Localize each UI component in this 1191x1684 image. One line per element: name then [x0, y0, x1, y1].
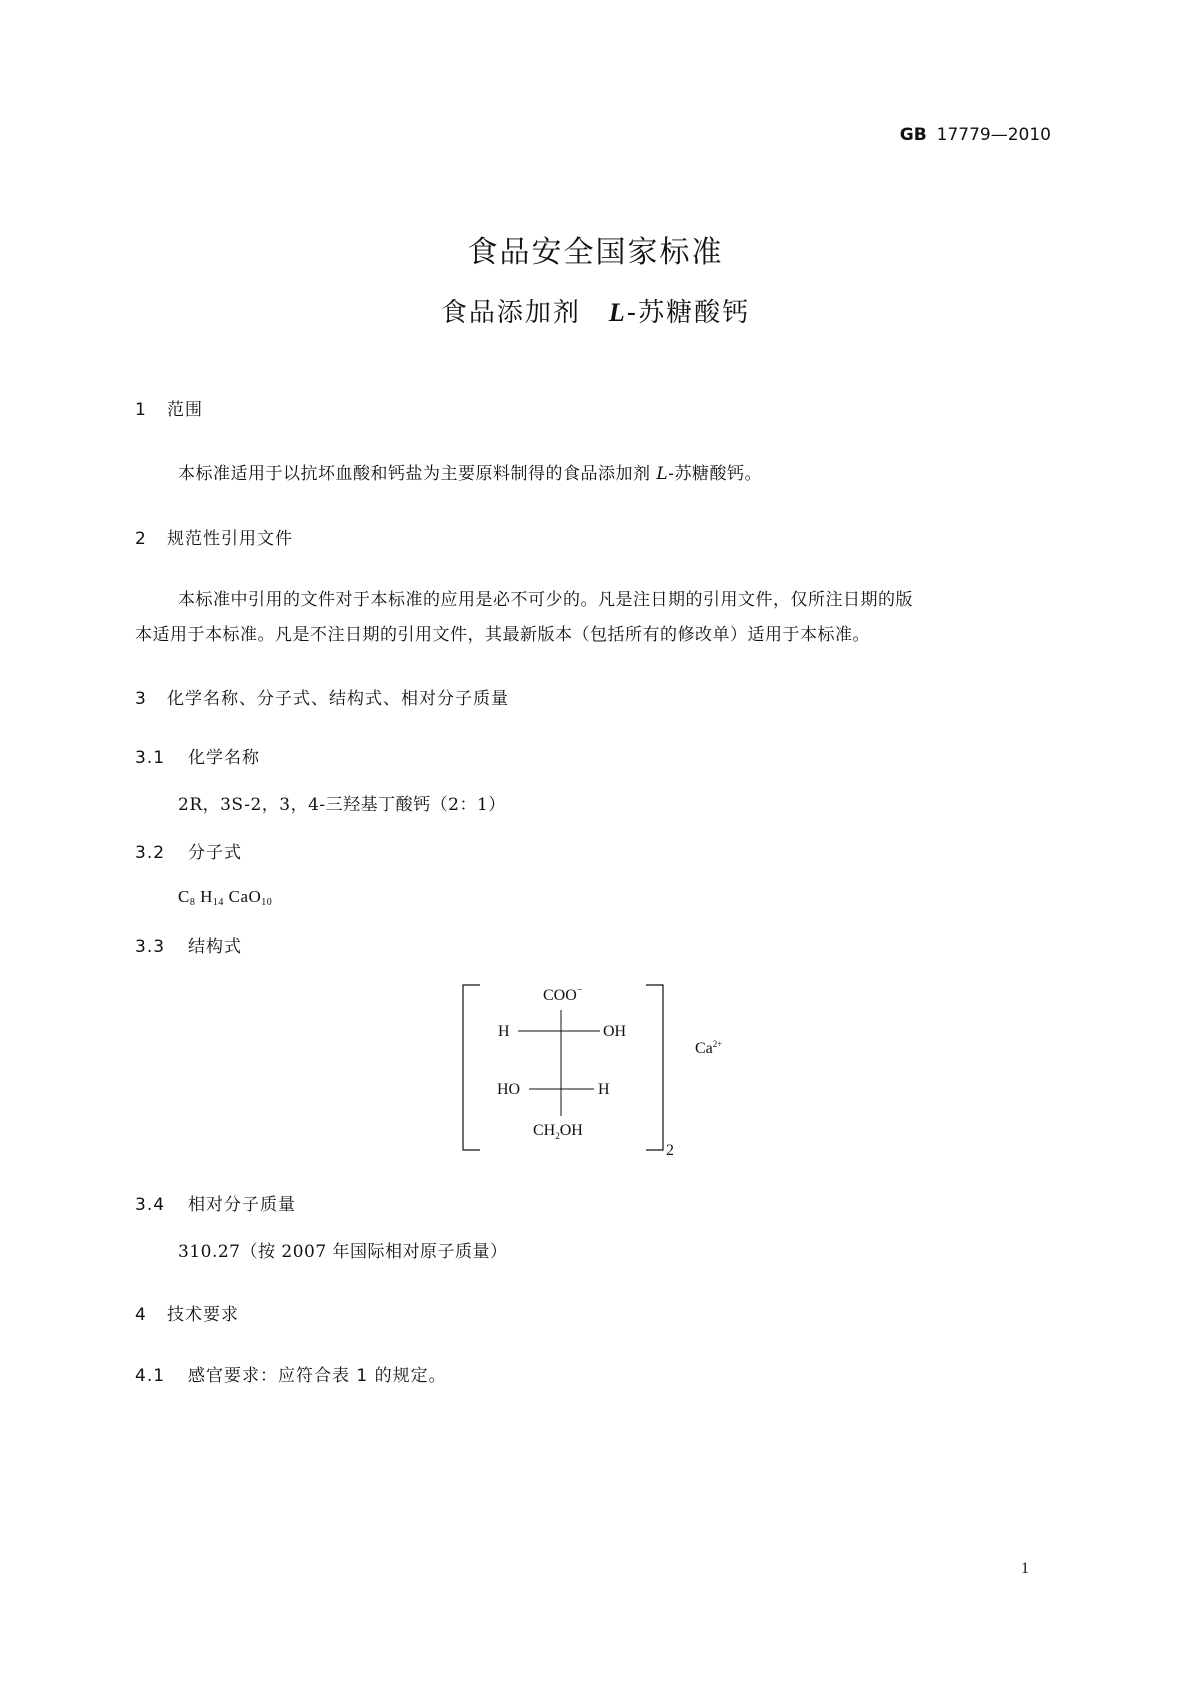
section-number: 3.3: [135, 937, 166, 957]
section-2-body-line-1: 本标准中引用的文件对于本标准的应用是必不可少的。凡是注日期的引用文件，仅所注日期的版: [178, 590, 913, 610]
section-title: 感官要求：应符合表 1 的规定。: [188, 1366, 447, 1386]
section-number: 3: [135, 689, 147, 709]
fischer-projection: [455, 975, 740, 1160]
document-subtitle: [0, 292, 1191, 329]
section-1-body: [178, 459, 762, 484]
structural-formula: [455, 975, 740, 1160]
standard-code: 17779—2010: [936, 125, 1051, 145]
group-bottom: $CH_2OH$: [533, 1122, 583, 1141]
section-number: 4: [135, 1305, 147, 1325]
right-bracket: [646, 985, 663, 1150]
section-number: 2: [135, 529, 147, 549]
section-3-3-heading: [135, 932, 242, 957]
group-h-left: H: [498, 1023, 510, 1040]
section-1-heading: [135, 395, 203, 420]
formula-sub: 14: [212, 897, 224, 908]
section-3-1-heading: [135, 743, 260, 768]
bracket-subscript: 2: [666, 1142, 674, 1159]
italic-l: L: [656, 464, 669, 484]
section-3-2-heading: [135, 838, 242, 863]
formula-sub: 10: [261, 897, 273, 908]
section-4-heading: [135, 1300, 239, 1325]
group-top: COO−: [543, 985, 583, 1004]
section-title: 结构式: [188, 937, 242, 957]
section-title: 化学名称、分子式、结构式、相对分子质量: [167, 689, 509, 709]
subtitle-prefix: 食品添加剂: [440, 298, 581, 328]
group-oh-right: OH: [603, 1023, 627, 1040]
formula-cao: CaO: [228, 887, 262, 906]
formula-h: H: [200, 887, 213, 906]
section-title: 技术要求: [167, 1305, 239, 1325]
section-title: 相对分子质量: [188, 1195, 296, 1215]
molecular-mass: 310.27（按 2007 年国际相对原子质量）: [178, 1242, 508, 1262]
formula-sub: 8: [189, 897, 196, 908]
group-ho-left: HO: [497, 1081, 521, 1098]
subtitle-suffix: -苏糖酸钙: [626, 298, 751, 328]
cation: $Ca^{2+}$: [695, 1039, 723, 1057]
section-number: 1: [135, 400, 147, 420]
page-number: 1: [1021, 1560, 1029, 1577]
section-title: 分子式: [188, 843, 242, 863]
body-text: -苏糖酸钙。: [668, 464, 762, 484]
subtitle-italic-l: L: [608, 298, 627, 327]
standard-number: [900, 125, 1051, 145]
section-3-4-heading: [135, 1190, 296, 1215]
section-number: 3.2: [135, 843, 166, 863]
section-title: 化学名称: [188, 748, 260, 768]
section-4-1-heading: [135, 1361, 447, 1386]
section-number: 3.1: [135, 748, 166, 768]
document-title: 食品安全国家标准: [467, 235, 724, 270]
molecular-formula: [178, 887, 272, 908]
group-h-right: H: [598, 1081, 610, 1098]
body-text: 本标准适用于以抗坏血酸和钙盐为主要原料制得的食品添加剂: [178, 464, 657, 484]
section-title: 范围: [167, 400, 203, 420]
section-2-body-line-2: 本适用于本标准。凡是不注日期的引用文件，其最新版本（包括所有的修改单）适用于本标准。: [135, 625, 870, 645]
formula-c: C: [178, 887, 190, 906]
section-2-heading: [135, 524, 293, 549]
left-bracket: [463, 985, 480, 1150]
section-number: 3.4: [135, 1195, 166, 1215]
chemical-name: 2R，3S-2，3，4-三羟基丁酸钙（2：1）: [178, 795, 506, 815]
section-3-heading: [135, 684, 509, 709]
section-title: 规范性引用文件: [167, 529, 293, 549]
standard-prefix: GB: [899, 125, 927, 145]
section-number: 4.1: [135, 1366, 166, 1386]
